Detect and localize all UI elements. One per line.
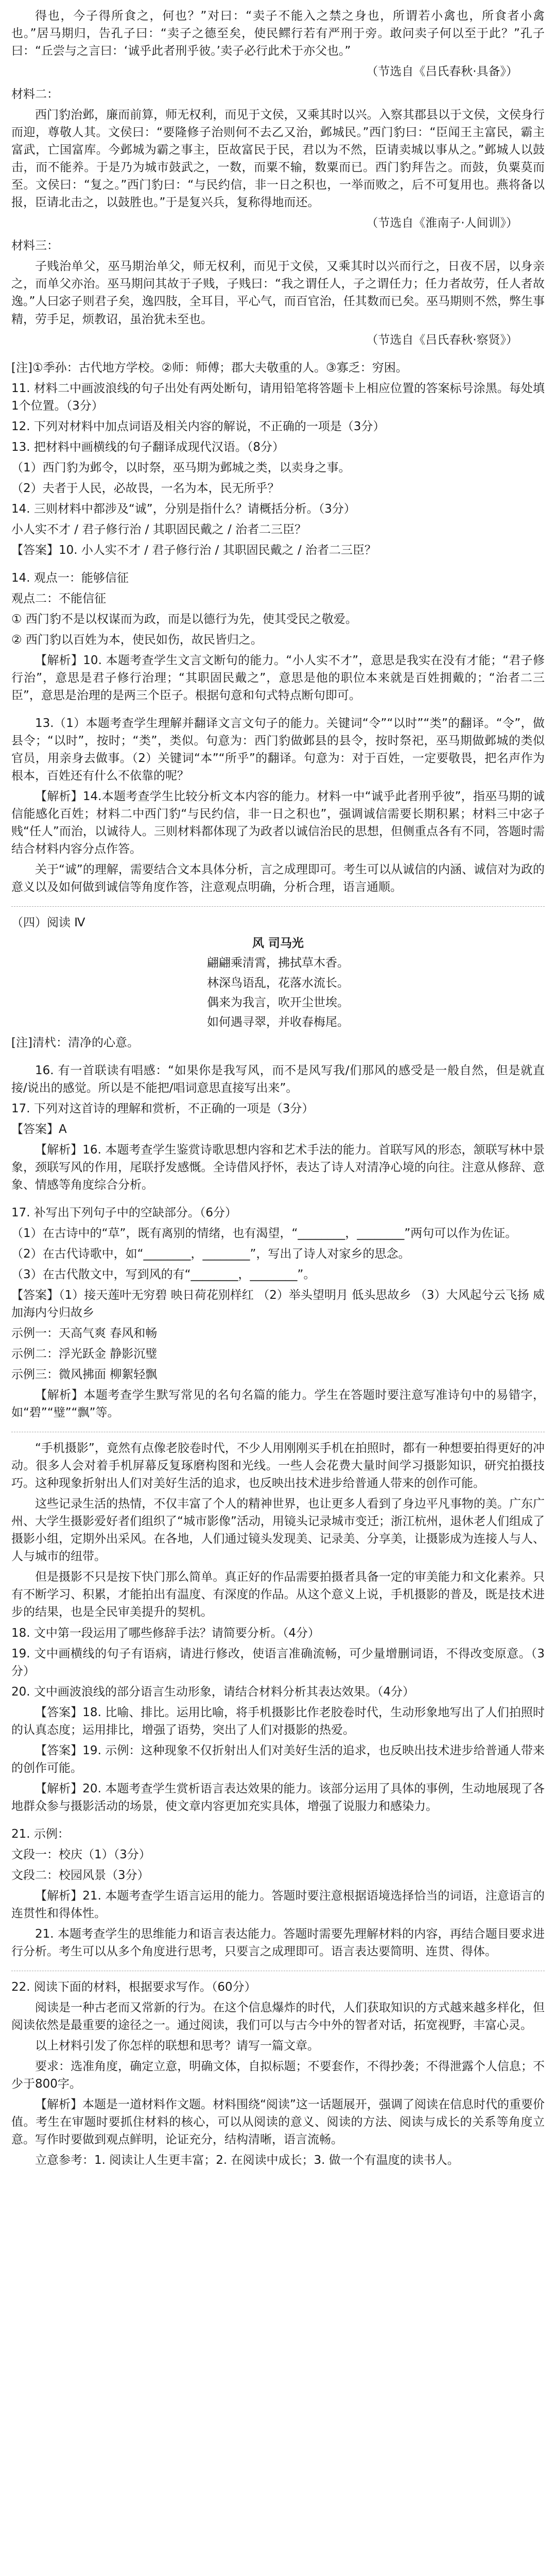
question-line: （2）在古代诗歌中，如“________，________”，写出了诗人对家乡的思念。 xyxy=(11,1247,410,1261)
paragraph: 但是摄影不只是按下快门那么简单。真正好的作品需要拍摄者具备一定的审美能力和文化素养。只有不断学习、积累，才能拍出有温度、有深度的作品。从这个意义上说，手机摄影的普及，既是技术进步的结果，也是全民审美提升的契机。 xyxy=(11,1570,545,1619)
citation: （节选自《淮南子·人间训》） xyxy=(366,216,518,230)
paragraph: 这些记录生活的热情，不仅丰富了个人的精神世界，也让更多人看到了身边平凡事物的美。广东广州、大学生摄影爱好者们组织了“城市影像”活动，用镜头记录城市变迁；浙江杭州，退休老人们组成了摄影小组，定期外出采风。在各地，人们通过镜头发现美、记录美、分享美，让摄影成为连接人与人、人与城市的纽带。 xyxy=(11,1497,545,1564)
analysis-paragraph: 【解析】16. 本题考查学生鉴赏诗歌思想内容和艺术手法的能力。首联写风的形态，颔联写林中景象，颈联写风的作用，尾联抒发感慨。全诗借风抒怀，表达了诗人对清净心境的向往。注意从修辞、意象、情感等角度综合分析。 xyxy=(11,1143,545,1192)
citation: （节选自《吕氏春秋·具备》） xyxy=(366,65,518,79)
question-line: 21. 示例： xyxy=(11,1827,70,1841)
paragraph: 西门豹治邺，廉而前算，师无权利，而见于文侯，又乘其时以兴。入察其郡县以于文侯，文侯身行而迎，尊敬人其。文侯曰：“要隆修子治则何不去乙又治，邺城民。”西门豹曰：“臣闻王主富民，霸主富武，亡国富库。今邺城为霸之事主，臣故富民于民，君以为不然，臣请卖城以事从之。”邺城人以鼓击，而不能养。于是乃为城市鼓武之，一数，而粟不输，数粟而已。西门豹拜告之。而鼓，负粟莫而至。文侯曰：“复之。”西门豹曰：“与民约信，非一日之积也，一举而败之，后不可复用也。燕将备以报，臣请北击之，以鼓胜也。”于是复兴兵，复称得地而还。 xyxy=(11,108,545,210)
analysis-paragraph: 立意参考：1. 阅读让人生更丰富；2. 在阅读中成长；3. 做一个有温度的读书人。 xyxy=(35,2154,459,2167)
question-line: 11. 材料二中画波浪线的句子出处有两处断句，请用铅笔将答题卡上相应位置的答案标号涂黑。每处填1个位置。（3分） xyxy=(11,381,545,413)
question-line: 14. 三则材料中都涉及“诚”，分别是指什么？请概括分析。（3分） xyxy=(11,502,356,516)
question-line: （2）夫者于人民，必故畏，一名为本，民无所乎？ xyxy=(11,481,280,495)
answer-line: 【答案】（1）接天莲叶无穷碧 映日荷花别样红 （2）举头望明月 低头思故乡 （3）大风起兮云飞扬 威加海内兮归故乡 xyxy=(11,1288,545,1319)
paragraph: “手机摄影”，竟然有点像老胶卷时代，不少人用刚刚买手机在拍照时，都有一种想要拍得更好的冲动。很多人会对着手机屏幕反复琢磨构图和光线。一些人会花费大量时间学习摄影知识，研究拍摄技巧。这种现象折射出人们对美好生活的追求，也反映出技术进步给普通人带来的创作可能。 xyxy=(11,1442,545,1490)
section-long-passage xyxy=(11,1439,545,1815)
note-line: [注]①季孙：古代地方学校。②师：师傅；郡大夫敬重的人。③寡乏：穷困。 xyxy=(11,361,408,375)
example-line: 示例三：微风拂面 柳絮轻飘 xyxy=(11,1368,158,1382)
paragraph: 子贱治单父，巫马期治单父，师无权利，而见于文侯，又乘其时以兴而行之，日夜不居，以身亲之，而单父亦治。巫马期问其故于子贱，子贱曰：“我之谓任人，子之谓任力；任力者故劳，任人者故逸。”人曰宓子则君子矣，逸四肢，全耳目，平心气，而百官治，任其数而已矣。巫马期则不然，弊生事精，劳手足，烦教诏，虽治犹未至也。 xyxy=(11,260,545,326)
material-label: 材料三： xyxy=(11,239,59,253)
material-label: 材料二： xyxy=(11,88,59,101)
answer-line: 小人实不才 / 君子修行治 / 其职固民戴之 / 治者二三臣？ xyxy=(11,522,307,536)
citation: （节选自《吕氏春秋·察贤》） xyxy=(366,333,518,347)
section-passages xyxy=(11,7,545,349)
question-line: 文段二：校园风景（3分） xyxy=(11,1868,149,1882)
question-line: 17. 下列对这首诗的理解和赏析，不正确的一项是（3分） xyxy=(11,1101,314,1115)
section-poem xyxy=(11,914,545,1051)
answer-line: 【答案】A xyxy=(11,1122,67,1136)
divider xyxy=(11,906,545,907)
section-question-16 xyxy=(11,1062,545,1194)
question-line: 16. 有一首联读有唱感：“如果你是我写风，而不是风写我/们那风的感受是一般自然，但是就直接/说出的感觉。所以是不能把/唱词意思直接写出来”。 xyxy=(11,1063,545,1095)
poem-line: 偶来为我言，吹开尘世埃。 xyxy=(207,995,349,1009)
answer-line: 14. 观点一：能够信征 xyxy=(11,571,129,585)
poem-line: 林深鸟语乱，花落水流长。 xyxy=(207,976,349,990)
question-line: 13. 把材料中画横线的句子翻译成现代汉语。（8分） xyxy=(11,440,285,454)
note-line: [注]清杙：清净的心意。 xyxy=(11,1036,139,1049)
answer-line: 【答案】19. 示例：这种现象不仅折射出人们对美好生活的追求，也反映出技术进步给普通人带来的创作可能。 xyxy=(11,1743,545,1775)
answer-line: 【答案】10. 小人实不才 / 君子修行治 / 其职固民戴之 / 治者二三臣？ xyxy=(11,543,377,557)
question-line: 12. 下列对材料中加点词语及相关内容的解说，不正确的一项是（3分） xyxy=(11,419,385,433)
question-line: （3）在古代散文中，写到风的有“________，________”。 xyxy=(11,1267,316,1281)
question-line: 17. 补写出下列句子中的空缺部分。（6分） xyxy=(11,1206,237,1219)
analysis-paragraph: 13.（1）本题考查学生理解并翻译文言文句子的能力。关键词“令”“以时”“类”的翻译。“令”，做县令；“以时”，按时；“类”，类似。句意为：西门豹做邺县的县令，按时祭祀，巫马期做邺城的类似官员，用亲身去做事。（2）关键词“本”“所乎”的翻译。句意为：对于百姓，一定要敬畏，把名声作为根本，百姓还有什么不依靠的呢？ xyxy=(11,717,545,783)
analysis-paragraph: 21. 本题考查学生的思维能力和语言表达能力。答题时需要先理解材料的内容，再结合题目要求进行分析。考生可以从多个角度进行思考，只要言之成理即可。语言表达要简明、连贯、得体。 xyxy=(11,1927,545,1958)
poem-line: 如何遇寻翠，并收春梅尾。 xyxy=(207,1015,349,1029)
question-line: （1）在古诗中的“草”，既有离别的情绪，也有渴望，“________，________”两句可以作为佐证。 xyxy=(11,1226,517,1240)
analysis-paragraph: 【解析】10. 本题考查学生文言文断句的能力。“小人实不才”，意思是我实在没有才能；“君子修行治”，意思是君子修行治理；“其职固民戴之”，意思是他的职位本来就是百姓拥戴的；“治者二三臣”，意思是治理的是两三个臣子。根据句意和句式特点断句即可。 xyxy=(11,654,545,703)
analysis-paragraph: 【解析】21. 本题考查学生语言运用的能力。答题时要注意根据语境选择恰当的词语，注意语言的连贯性和得体性。 xyxy=(11,1889,545,1920)
paragraph: 阅读是一种古老而又常新的行为。在这个信息爆炸的时代，人们获取知识的方式越来越多样化，但阅读依然是最重要的途径之一。通过阅读，我们可以与古今中外的智者对话，拓宽视野，丰富心灵。 xyxy=(11,2001,545,2032)
question-line: 文段一：校庆（1）（3分） xyxy=(11,1848,151,1861)
section-heading: （四）阅读 Ⅳ xyxy=(11,916,85,930)
example-line: 示例二：浮光跃金 静影沉璧 xyxy=(11,1347,158,1361)
question-line: 18. 文中第一段运用了哪些修辞手法？请简要分析。（4分） xyxy=(11,1626,320,1640)
analysis-paragraph: 【解析】本题考查学生默写常见的名句名篇的能力。学生在答题时要注意写准诗句中的易错字，如“碧”“璧”“飘”等。 xyxy=(11,1388,545,1420)
question-line: 20. 文中画波浪线的部分语言生动形象，请结合材料分析其表达效果。（4分） xyxy=(11,1685,415,1699)
question-line: 19. 文中画横线的句子有语病，请进行修改，使语言准确流畅，可少量增删词语，不得改变原意。（3分） xyxy=(11,1647,545,1678)
section-analysis xyxy=(11,715,545,896)
question-line: 22. 阅读下面的材料，根据要求写作。（60分） xyxy=(11,1980,256,1994)
paragraph: 要求：选准角度，确定立意，明确文体，自拟标题；不要套作，不得抄袭；不得泄露个人信息；不少于800字。 xyxy=(11,2060,545,2091)
paragraph: 以上材料引发了你怎样的联想和思考？请写一篇文章。 xyxy=(35,2039,319,2053)
section-questions-10-13 xyxy=(11,359,545,559)
analysis-paragraph: 【解析】20. 本题考查学生赏析语言表达效果的能力。该部分运用了具体的事例，生动地展现了各地群众参与摄影活动的场景，使文章内容更加充实具体，增强了说服力和感染力。 xyxy=(11,1782,545,1813)
example-line: 示例一：天高气爽 春风和畅 xyxy=(11,1327,158,1341)
answer-line: ① 西门豹不是以权谋而为政，而是以德行为先，使其受民之敬爱。 xyxy=(11,612,357,626)
section-question-21 xyxy=(11,1825,545,1960)
answer-line: 【答案】18. 比喻、排比。运用比喻，将手机摄影比作老胶卷时代，生动形象地写出了人们拍照时的认真态度；运用排比，增强了语势，突出了人们对摄影的热爱。 xyxy=(11,1705,545,1737)
analysis-paragraph: 【解析】本题是一道材料作文题。材料围绕“阅读”这一话题展开，强调了阅读在信息时代的重要价值。考生在审题时要抓住材料的核心，可以从阅读的意义、阅读的方法、阅读与成长的关系等角度立意。写作时要做到观点鲜明，论证充分，结构清晰，语言流畅。 xyxy=(11,2098,545,2147)
poem-title: 风 司马光 xyxy=(252,937,304,951)
question-line: （1）西门豹为邺令，以时祭，巫马期为邺城之类，以卖身之事。 xyxy=(11,461,351,474)
section-question-22 xyxy=(11,1978,545,2169)
paragraph: 得也，今子得所食之，何也？”对曰：“卖子不能入之禁之身也，所谓若小禽也，所食者小禽也。”居马期归，告孔子曰：“卖子之德至矣，使民鳏行若有严刑于旁。敢问卖子何以至于此？”孔子曰：“丘尝与之言曰：‘诚乎此者刑乎彼。’卖子必行此术于亦父也。” xyxy=(11,9,545,58)
answer-line: 观点二：不能信征 xyxy=(11,591,106,605)
poem-line: 翩翩乘清霄，拂拭草木香。 xyxy=(207,956,349,970)
analysis-paragraph: 【解析】14.本题考查学生比较分析文本内容的能力。材料一中“诚乎此者刑乎彼”，指巫马期的诚信能感化百姓；材料二中西门豹“与民约信，非一日之积也”，强调诚信需要长期积累；材料三中宓子贱“任人”而治，以诚待人。三则材料都体现了为政者以诚信治民的思想，但侧重点各有不同，答题时需结合材料内容分点作答。 xyxy=(11,790,545,856)
section-question-14 xyxy=(11,569,545,704)
analysis-paragraph: 关于“诚”的理解，需要结合文本具体分析，言之成理即可。考生可以从诚信的内涵、诚信对为政的意义以及如何做到诚信等角度作答，注意观点明确，分析合理，语言通顺。 xyxy=(11,863,545,894)
poem xyxy=(11,935,545,1030)
answer-line: ② 西门豹以百姓为本，使民如伤，故民皆归之。 xyxy=(11,633,263,647)
section-question-17 xyxy=(11,1204,545,1421)
